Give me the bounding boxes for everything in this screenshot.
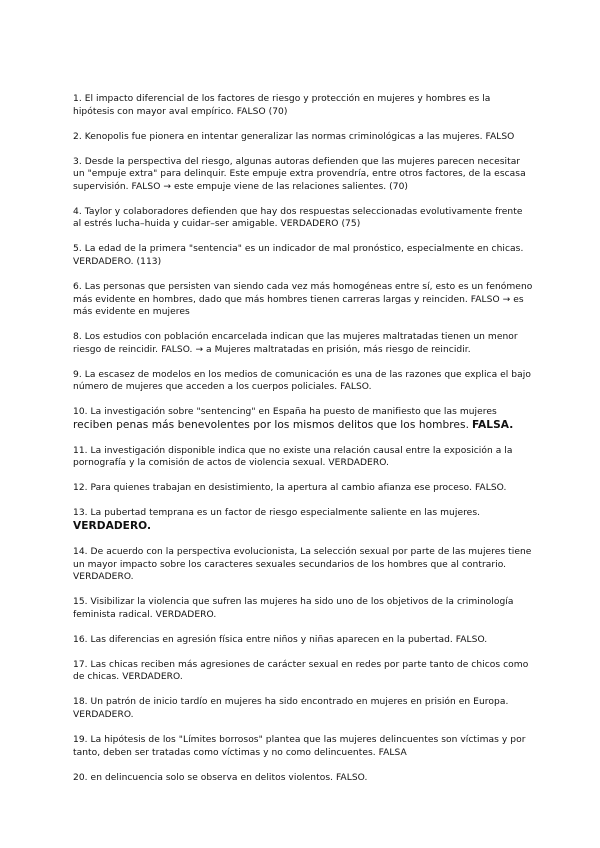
list-item xyxy=(73,507,533,533)
item-13-answer: VERDADERO. xyxy=(73,520,152,533)
list-item: 19. La hipótesis de los "Límites borrosos" plantea que las mujeres delincuentes son víctimas y por tanto, deben ser tratadas como víctimas y no como delincuentes. FALSA xyxy=(73,734,526,758)
list-item xyxy=(73,406,533,432)
list-item: 8. Los estudios con población encarcelada indican que las mujeres maltratadas tienen un menor riesgo de reincidir. FALSO. → a Mujeres maltratadas en prisión, más riesgo de reincidir. xyxy=(73,332,518,355)
list-item: 12. Para quienes trabajan en desistimiento, la apertura al cambio afianza ese proceso. FALSO. xyxy=(73,483,507,494)
list-item: 2. Kenopolis fue pionera en intentar generalizar las normas criminológicas a las mujeres. FALSO xyxy=(73,131,515,142)
item-13-text: 13. La pubertad temprana es un factor de riesgo especialmente saliente en las mujeres. xyxy=(73,508,481,519)
list-item: 6. Las personas que persisten van siendo cada vez más homogéneas entre sí, esto es un fenómeno más evidente en hombres, dado que más hombres tienen carreras largas y reinciden. FALSO → es más evidente en mujeres xyxy=(73,281,533,318)
list-item: 11. La investigación disponible indica que no existe una relación causal entre la exposición a la pornografía y la comisión de actos de violencia sexual. VERDADERO. xyxy=(73,445,513,469)
list-item: 18. Un patrón de inicio tardío en mujeres ha sido encontrado en mujeres en prisión en Europa. VERDADERO. xyxy=(73,697,509,720)
list-item: 17. Las chicas reciben más agresiones de carácter sexual en redes por parte tanto de chicos como de chicas. VERDADERO. xyxy=(73,659,529,683)
question-list xyxy=(73,84,533,796)
list-item: 20. en delincuencia solo se observa en delitos violentos. FALSO. xyxy=(73,772,368,783)
list-item: 15. Visibilizar la violencia que sufren las mujeres ha sido uno de los objetivos de la criminología feminista radical. VERDADERO. xyxy=(73,597,514,620)
list-item: 14. De acuerdo con la perspectiva evolucionista, La selección sexual por parte de las mujeres tiene un mayor impacto sobre los caracteres sexuales secundarios de los hombres que al contrario. VERDADERO. xyxy=(73,547,532,583)
list-item: 9. La escasez de modelos en los medios de comunicación es una de las razones que explica el bajo número de mujeres que acceden a los cuerpos policiales. FALSO. xyxy=(73,369,531,393)
list-item: 16. Las diferencias en agresión física entre niños y niñas aparecen en la pubertad. FALSO. xyxy=(73,634,488,645)
item-10-text-continued: reciben penas más benevolentes por los mismos delitos que los hombres. xyxy=(73,418,469,431)
list-item: 1. El impacto diferencial de los factores de riesgo y protección en mujeres y hombres es la hipótesis con mayor aval empírico. FALSO (70) xyxy=(73,94,491,117)
list-item: 4. Taylor y colaboradores defienden que hay dos respuestas seleccionadas evolutivamente frente al estrés lucha–huida y cuidar–ser amigable. VERDADERO (75) xyxy=(73,206,523,230)
item-10-text: 10. La investigación sobre "sentencing" en España ha puesto de manifiesto que las mujeres xyxy=(73,407,497,418)
list-item: 3. Desde la perspectiva del riesgo, algunas autoras defienden que las mujeres parecen necesitar un "empuje extra" para delinquir. Este empuje extra provendría, entre otros factores, de la escasa supervisión. FALSO → este empuje viene de las relaciones salientes. (70) xyxy=(73,156,526,192)
item-10-answer: FALSA. xyxy=(471,418,514,431)
list-item: 5. La edad de la primera "sentencia" es un indicador de mal pronóstico, especialmente en chicas. VERDADERO. (113) xyxy=(73,244,524,267)
